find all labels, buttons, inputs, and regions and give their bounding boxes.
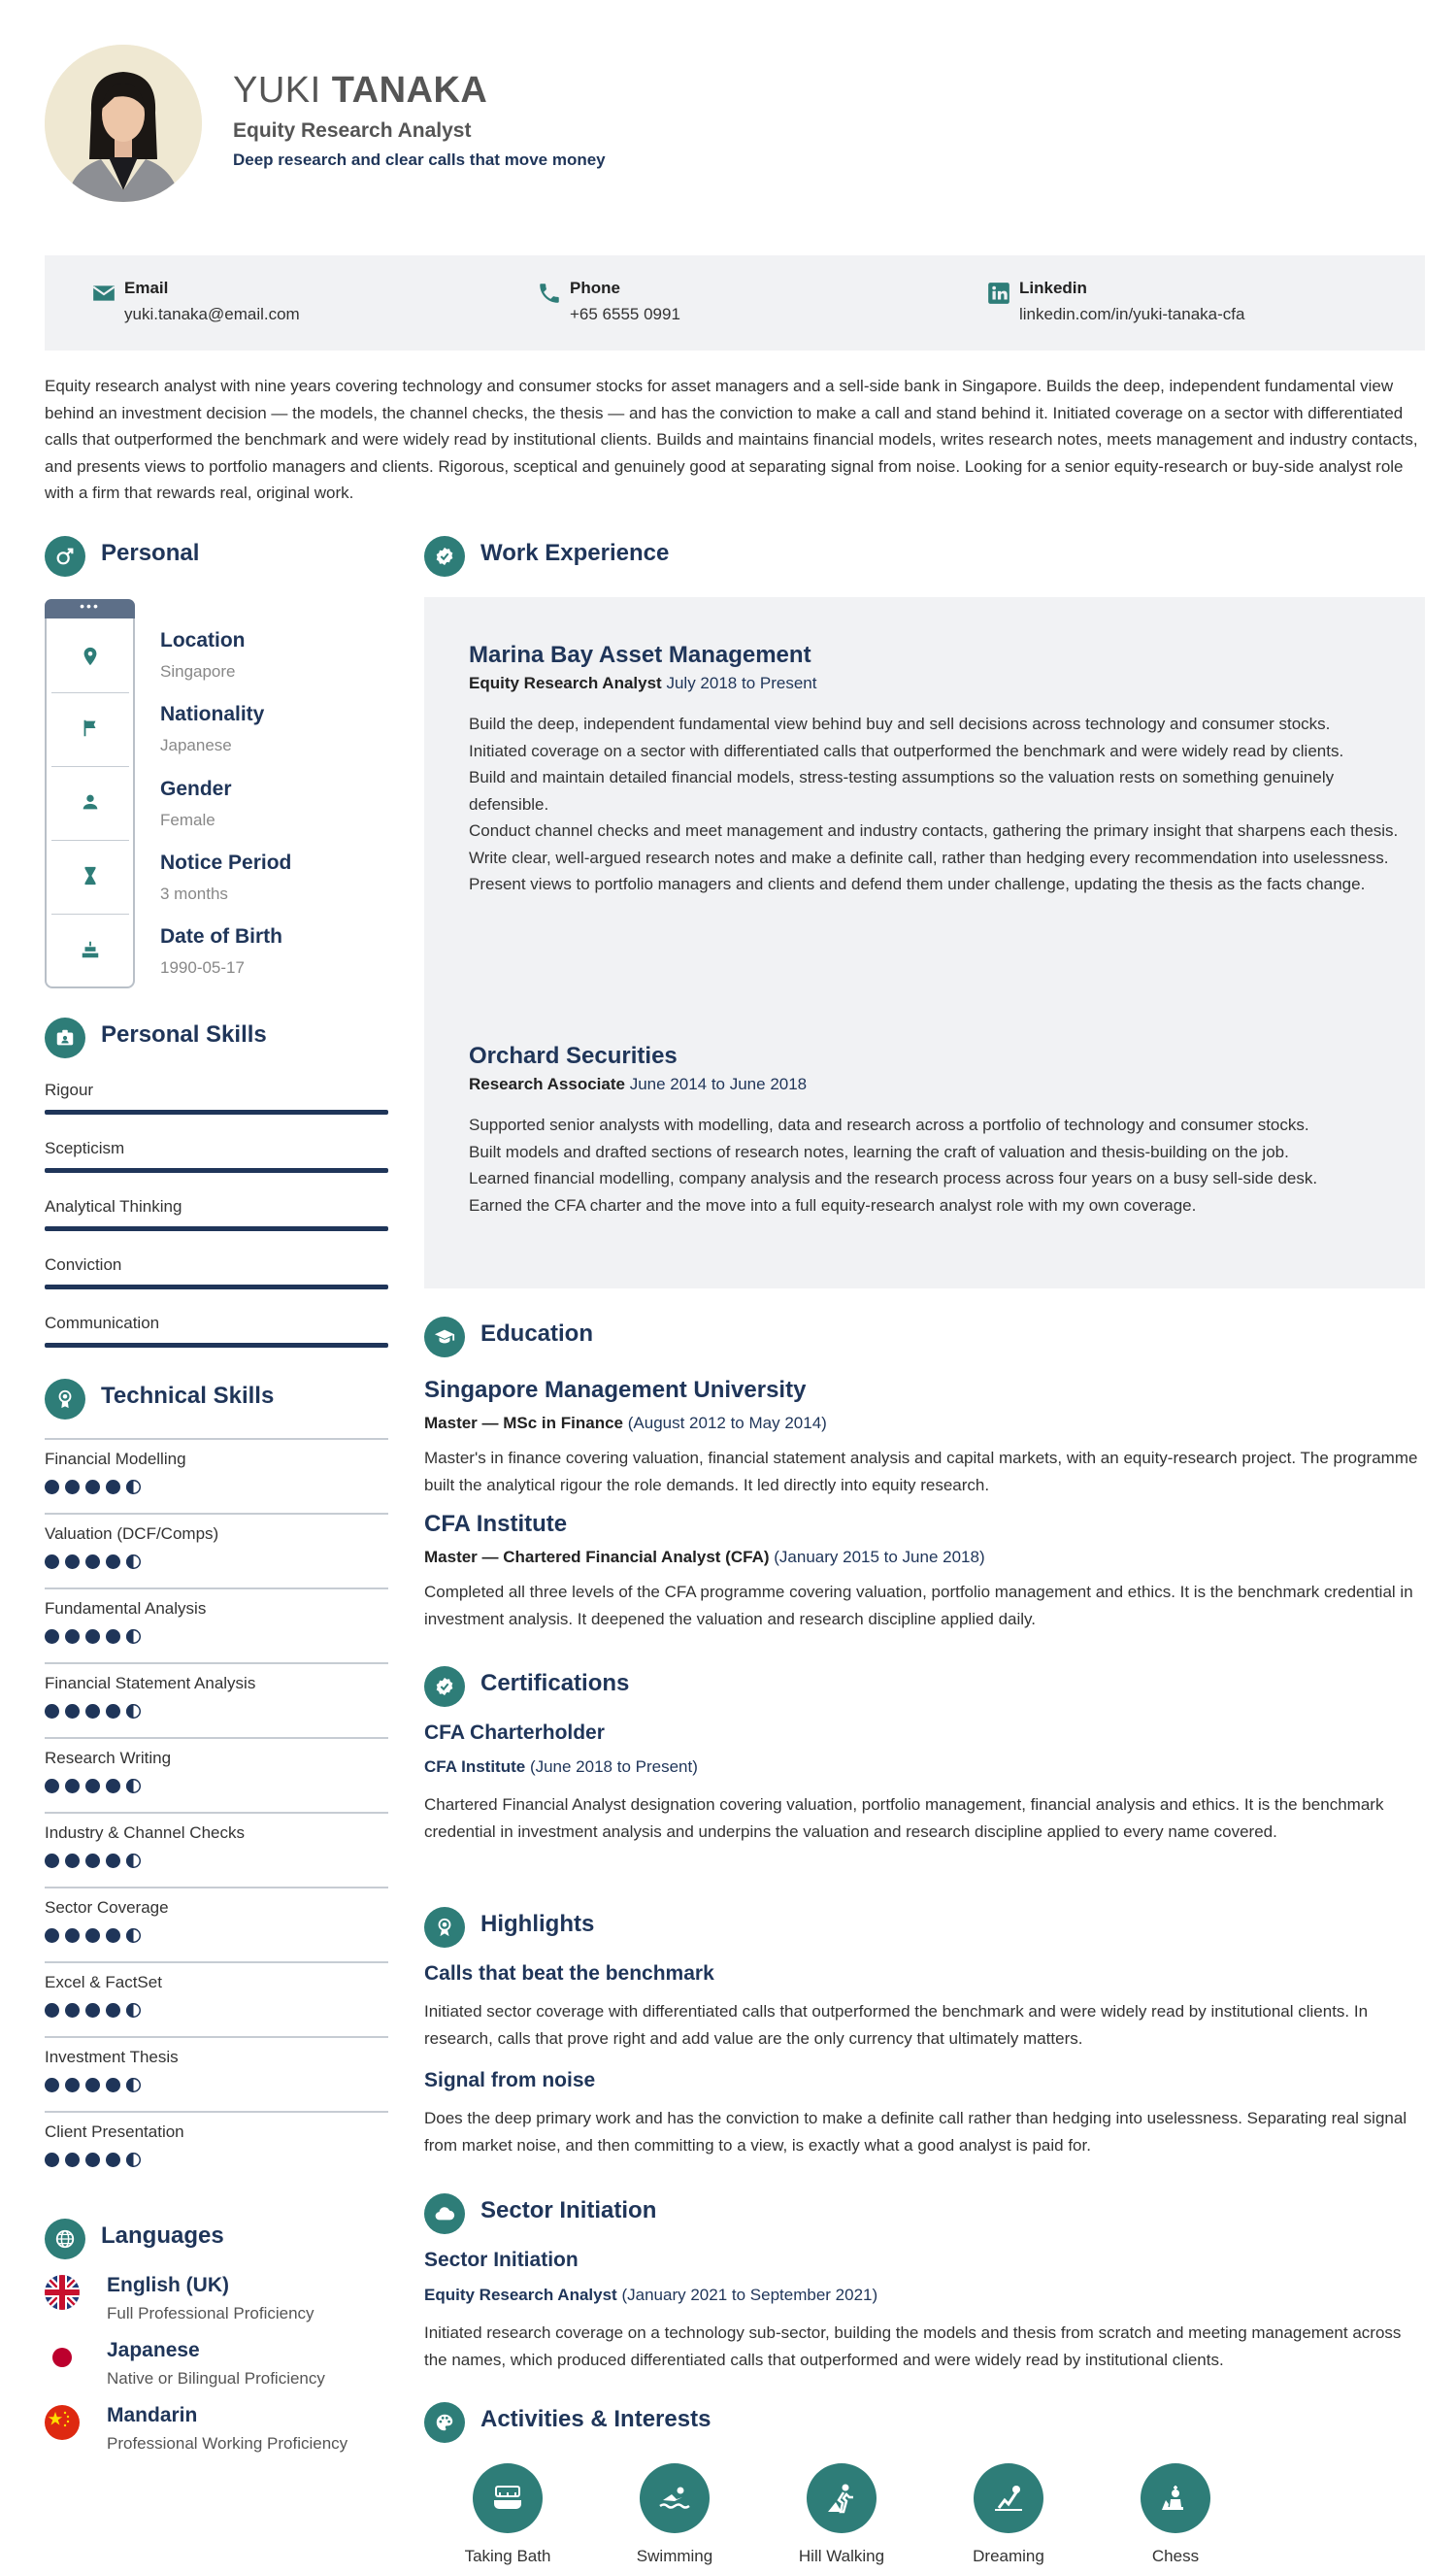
globe-icon <box>45 2219 85 2259</box>
personal-cell-gender <box>51 766 129 837</box>
rating-dot <box>45 2003 59 2018</box>
certification-issuer: CFA Institute <box>424 1757 526 1776</box>
work-role: Equity Research Analyst <box>469 674 662 692</box>
work-dates: June 2014 to June 2018 <box>629 1075 808 1093</box>
education-dates: (August 2012 to May 2014) <box>627 1414 827 1432</box>
work-company: Marina Bay Asset Management <box>469 642 811 668</box>
education-degree-line <box>424 1548 985 1567</box>
work-role-line <box>469 674 816 693</box>
work-role-line <box>469 1075 807 1094</box>
rating-dot <box>106 2153 120 2167</box>
work-bullet: Build and maintain detailed financial models, stress-testing assumptions so the valuation rests on something genuinely defensible. <box>469 768 1335 814</box>
location-pin-icon <box>80 646 101 667</box>
rating-dot <box>85 1554 100 1569</box>
phone-icon <box>537 281 562 306</box>
graduation-cap-icon <box>424 1317 465 1357</box>
technical-skill-name: Excel & FactSet <box>45 1973 162 1991</box>
china-flag-icon <box>45 2405 80 2440</box>
flag-icon <box>80 718 101 739</box>
rating-dot <box>85 2003 100 2018</box>
work-bullet: Conduct channel checks and meet management and industry contacts, gathering the primary insight that sharpens each thesis. <box>469 821 1399 840</box>
candidate-name <box>233 70 487 112</box>
technical-skill-rating <box>45 1779 147 1794</box>
rating-dot <box>85 1928 100 1943</box>
personal-cell-location <box>51 621 129 691</box>
rating-dot <box>85 1629 100 1644</box>
rating-dot <box>45 1779 59 1793</box>
education-degree: Master — Chartered Financial Analyst (CFA) <box>424 1548 770 1566</box>
uk-flag-icon <box>45 2275 80 2310</box>
last-name: TANAKA <box>331 70 488 111</box>
personal-skill-bar <box>45 1343 388 1348</box>
highlight-description: Does the deep primary work and has the conviction to make a definite call rather than hedging into uselessness. Separating real signal from market noise, and then committing to a view, is exactly what a good analyst is paid for. <box>424 2109 1407 2155</box>
technical-skill-rating <box>45 1480 147 1495</box>
personal-skill-bar <box>45 1226 388 1231</box>
email-value[interactable]: yuki.tanaka@email.com <box>124 305 300 323</box>
certification-description: Chartered Financial Analyst designation covering valuation, portfolio management, financial analysis and ethics. It is the benchmark credential in investment analysis and underpins the valuation and research discipline applied to every name covered. <box>424 1795 1384 1841</box>
education-description: Completed all three levels of the CFA programme covering valuation, portfolio management and ethics. It is the benchmark credential in investment analysis. It deepened the valuation and research discipline applied daily. <box>424 1583 1413 1628</box>
rating-dot <box>45 1480 59 1494</box>
work-bullet: Build the deep, independent fundamental view behind buy and sell decisions across technology and consumer stocks. <box>469 715 1331 733</box>
technical-skill-divider <box>45 1662 388 1664</box>
technical-skill-name: Fundamental Analysis <box>45 1599 207 1618</box>
personal-skill-bar <box>45 1110 388 1115</box>
cake-icon <box>80 939 101 960</box>
cloud-icon <box>424 2193 465 2234</box>
rating-dot <box>106 1704 120 1719</box>
technical-skill-name: Financial Modelling <box>45 1450 186 1468</box>
rating-dot <box>65 2078 80 2092</box>
rating-dot <box>106 1854 120 1868</box>
activity-item <box>774 2463 910 2566</box>
rating-dot <box>45 1554 59 1569</box>
personal-label: Gender <box>160 778 232 800</box>
language-level: Native or Bilingual Proficiency <box>107 2369 325 2388</box>
work-bullet: Present views to portfolio managers and clients and defend them under challenge, updating the thesis as the facts change. <box>469 875 1366 893</box>
education-dates: (January 2015 to June 2018) <box>774 1548 985 1566</box>
rating-dot <box>65 1779 80 1793</box>
personal-value: 3 months <box>160 885 228 903</box>
rating-dot <box>85 1480 100 1494</box>
highlights-heading: Highlights <box>480 1911 595 1937</box>
education-school: Singapore Management University <box>424 1377 807 1403</box>
rating-dot <box>126 1554 141 1569</box>
language-name: Mandarin <box>107 2404 198 2426</box>
technical-skill-rating <box>45 2003 147 2019</box>
technical-skill-divider <box>45 1513 388 1515</box>
rating-dot <box>85 1704 100 1719</box>
profile-summary: Equity research analyst with nine years covering technology and consumer stocks for asset managers and a sell-side bank in Singapore. Builds the deep, independent fundamental view behind an investment decision — the models, the channel checks, the thesis — and has the conviction to make a call and stand behind it. Initiated coverage on a sector with differentiated calls that outperformed the benchmark and were widely read by institutional clients. Builds and maintains financial models, writes research notes, meets management and industry contacts, and presents views to portfolio managers and clients. Rigorous, sceptical and genuinely good at separating signal from noise. Looking for a senior equity-research or buy-side analyst role with a firm that rewards real, original work. <box>45 377 1418 502</box>
rating-dot <box>106 2078 120 2092</box>
education-degree-line <box>424 1414 827 1433</box>
rating-dot <box>106 1554 120 1569</box>
personal-label: Location <box>160 629 246 652</box>
rating-dot <box>106 1779 120 1793</box>
personal-label: Notice Period <box>160 852 292 874</box>
rating-dot <box>65 1629 80 1644</box>
education-description: Master's in finance covering valuation, financial statement analysis and capital markets, with an equity-research project. The programme built the analytical rigour the role demands. It led directly into equity research. <box>424 1449 1418 1494</box>
ribbon-award-icon <box>424 1907 465 1948</box>
rating-dot <box>85 2153 100 2167</box>
bath-icon <box>473 2463 543 2533</box>
personal-value: Female <box>160 811 215 829</box>
technical-skill-divider <box>45 1737 388 1739</box>
personal-skill-bar <box>45 1285 388 1289</box>
rating-dot <box>126 1928 141 1943</box>
technical-skills-heading: Technical Skills <box>101 1383 275 1409</box>
chess-icon <box>1141 2463 1210 2533</box>
technical-skill-name: Valuation (DCF/Comps) <box>45 1524 219 1543</box>
personal-skill-name: Communication <box>45 1314 160 1332</box>
personal-skill-name: Analytical Thinking <box>45 1197 182 1216</box>
rating-dot <box>126 1779 141 1793</box>
personal-cell-birth <box>51 914 129 985</box>
work-bullets <box>469 711 1401 898</box>
sector-role-line <box>424 2286 877 2305</box>
sector-dates: (January 2021 to September 2021) <box>621 2286 878 2304</box>
work-bullet: Supported senior analysts with modelling, data and research across a portfolio of technology and consumer stocks. <box>469 1116 1309 1134</box>
rating-dot <box>126 1854 141 1868</box>
job-title: Equity Research Analyst <box>233 119 472 142</box>
work-bullet: Initiated coverage on a sector with differentiated calls that outperformed the benchmark and were widely read by clients. <box>469 741 1344 760</box>
work-role: Research Associate <box>469 1075 625 1093</box>
rating-dot <box>106 1480 120 1494</box>
rating-dot <box>65 2003 80 2018</box>
sector-title: Sector Initiation <box>424 2249 579 2271</box>
swimming-icon <box>640 2463 710 2533</box>
technical-skill-name: Financial Statement Analysis <box>45 1674 256 1692</box>
education-heading: Education <box>480 1320 594 1347</box>
id-badge-icon <box>45 1018 85 1058</box>
highlight-description: Initiated sector coverage with differentiated calls that outperformed the benchmark and were widely read by institutional clients. In research, calls that prove right and add value are the only currency that ultimately matters. <box>424 2002 1369 2048</box>
certifications-heading: Certifications <box>480 1670 630 1696</box>
technical-skill-rating <box>45 2078 147 2093</box>
work-dates: July 2018 to Present <box>666 674 817 692</box>
technical-skill-name: Industry & Channel Checks <box>45 1823 245 1842</box>
rating-dot <box>65 1704 80 1719</box>
phone-label: Phone <box>570 279 620 297</box>
email-label: Email <box>124 279 169 297</box>
education-degree: Master — MSc in Finance <box>424 1414 623 1432</box>
activity-item <box>941 2463 1076 2566</box>
activity-label: Hill Walking <box>798 2547 885 2565</box>
rating-dot <box>126 2078 141 2092</box>
linkedin-icon <box>986 281 1011 306</box>
personal-skill-name: Scepticism <box>45 1139 125 1157</box>
language-name: Japanese <box>107 2339 200 2361</box>
rating-dot <box>65 1854 80 1868</box>
rating-dot <box>126 1704 141 1719</box>
rating-dot <box>45 1928 59 1943</box>
gender-icon <box>45 536 85 577</box>
personal-heading: Personal <box>101 540 200 566</box>
certification-dates: (June 2018 to Present) <box>529 1757 698 1776</box>
technical-skill-name: Research Writing <box>45 1749 172 1767</box>
technical-skill-rating <box>45 1704 147 1720</box>
work-bullet: Write clear, well-argued research notes and make a definite call, rather than hedging every recommendation into uselessness. <box>469 848 1389 867</box>
tagline: Deep research and clear calls that move money <box>233 150 606 169</box>
sector-heading: Sector Initiation <box>480 2197 657 2223</box>
rating-dot <box>126 1629 141 1644</box>
personal-label: Date of Birth <box>160 925 282 948</box>
linkedin-value[interactable]: linkedin.com/in/yuki-tanaka-cfa <box>1019 305 1245 323</box>
activity-label: Swimming <box>636 2547 713 2565</box>
language-level: Professional Working Proficiency <box>107 2434 348 2453</box>
activity-item <box>440 2463 576 2566</box>
personal-label: Nationality <box>160 703 265 725</box>
work-panel <box>424 597 1425 1288</box>
technical-skill-divider <box>45 1961 388 1963</box>
personal-frame-dots: ••• <box>80 598 100 614</box>
technical-skill-rating <box>45 1629 147 1645</box>
award-icon <box>45 1379 85 1420</box>
contact-bar <box>45 255 1425 351</box>
activity-label: Chess <box>1151 2547 1200 2565</box>
work-bullet: Learned financial modelling, company analysis and the research process across four years on a busy sell-side desk. <box>469 1169 1318 1187</box>
technical-skill-divider <box>45 1812 388 1814</box>
work-bullet: Built models and drafted sections of research notes, learning the craft of valuation and thesis-building on the job. <box>469 1142 1289 1161</box>
dreaming-icon <box>974 2463 1043 2533</box>
linkedin-label: Linkedin <box>1019 279 1087 297</box>
rating-dot <box>45 1629 59 1644</box>
highlight-title: Calls that beat the benchmark <box>424 1962 714 1985</box>
activity-label: Taking Bath <box>464 2547 551 2565</box>
personal-value: Japanese <box>160 736 232 754</box>
rating-dot <box>106 2003 120 2018</box>
rating-dot <box>126 2003 141 2018</box>
email-icon <box>91 281 116 306</box>
rating-dot <box>85 1779 100 1793</box>
palette-icon <box>424 2402 465 2443</box>
rating-dot <box>65 1480 80 1494</box>
personal-cell-nationality <box>51 692 129 763</box>
languages-heading: Languages <box>101 2222 224 2249</box>
technical-skill-divider <box>45 1587 388 1589</box>
japan-flag-icon <box>45 2340 80 2375</box>
education-school: CFA Institute <box>424 1511 568 1537</box>
rating-dot <box>106 1928 120 1943</box>
technical-skill-name: Client Presentation <box>45 2122 184 2141</box>
certification-issuer-line <box>424 1757 698 1777</box>
phone-value[interactable]: +65 6555 0991 <box>570 305 680 323</box>
technical-skill-divider <box>45 1887 388 1888</box>
personal-skill-name: Conviction <box>45 1255 122 1274</box>
rating-dot <box>85 1854 100 1868</box>
profile-photo <box>45 45 202 202</box>
person-icon <box>80 791 101 813</box>
technical-skill-name: Sector Coverage <box>45 1898 169 1917</box>
language-name: English (UK) <box>107 2274 229 2296</box>
technical-skill-rating <box>45 1928 147 1944</box>
activity-label: Dreaming <box>973 2547 1044 2565</box>
activity-item <box>1108 2463 1243 2566</box>
hill-walking-icon <box>807 2463 877 2533</box>
technical-skill-rating <box>45 2153 147 2168</box>
rating-dot <box>126 1480 141 1494</box>
personal-value: Singapore <box>160 662 236 681</box>
language-level: Full Professional Proficiency <box>107 2304 314 2322</box>
work-bullets <box>469 1112 1401 1219</box>
work-bullet: Earned the CFA charter and the move into a full equity-research analyst role with my own coverage. <box>469 1195 1197 1215</box>
certification-name: CFA Charterholder <box>424 1721 605 1744</box>
activity-item <box>607 2463 743 2566</box>
personal-cell-notice <box>51 840 129 911</box>
rating-dot <box>45 2153 59 2167</box>
work-company: Orchard Securities <box>469 1043 678 1069</box>
rating-dot <box>85 2078 100 2092</box>
personal-value: 1990-05-17 <box>160 958 245 977</box>
technical-skill-divider <box>45 1438 388 1440</box>
hourglass-icon <box>80 865 101 886</box>
verified-badge-icon <box>424 536 465 577</box>
activities-heading: Activities & Interests <box>480 2406 711 2432</box>
technical-skill-divider <box>45 2111 388 2113</box>
rating-dot <box>106 1629 120 1644</box>
technical-skill-rating <box>45 1854 147 1869</box>
personal-skill-name: Rigour <box>45 1081 94 1099</box>
first-name: YUKI <box>233 70 321 111</box>
rating-dot <box>45 2078 59 2092</box>
personal-skill-bar <box>45 1168 388 1173</box>
certificate-badge-icon <box>424 1666 465 1707</box>
personal-skills-heading: Personal Skills <box>101 1021 267 1048</box>
rating-dot <box>65 2153 80 2167</box>
sector-description: Initiated research coverage on a technology sub-sector, building the models and thesis from scratch and meeting management across the names, which produced differentiated calls that outperformed and were widely read by institutional clients. <box>424 2323 1402 2369</box>
rating-dot <box>65 1928 80 1943</box>
technical-skill-divider <box>45 2036 388 2038</box>
technical-skill-name: Investment Thesis <box>45 2048 179 2066</box>
rating-dot <box>45 1854 59 1868</box>
work-heading: Work Experience <box>480 540 670 566</box>
rating-dot <box>126 2153 141 2167</box>
technical-skill-rating <box>45 1554 147 1570</box>
sector-role: Equity Research Analyst <box>424 2286 617 2304</box>
highlight-title: Signal from noise <box>424 2069 596 2091</box>
rating-dot <box>45 1704 59 1719</box>
rating-dot <box>65 1554 80 1569</box>
